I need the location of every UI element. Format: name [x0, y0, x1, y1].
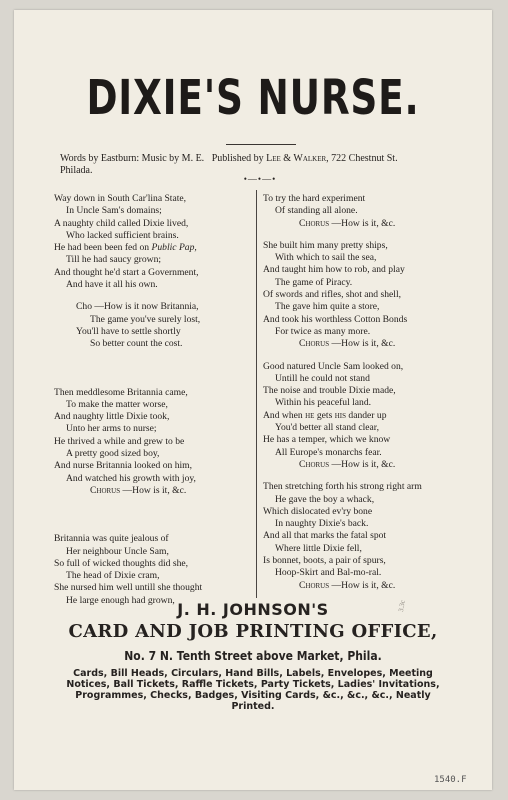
lyric-line: Her neighbour Uncle Sam, [66, 545, 169, 557]
lyric-line: Unto her arms to nurse; [66, 423, 157, 435]
lyric-line: And naughty little Dixie took, [54, 411, 170, 423]
lyric-italic-public-pap: Public Pap, [151, 242, 197, 254]
lyric-line: He has a temper, which we know [263, 434, 391, 446]
lyric-line: Britannia was quite jealous of [54, 533, 169, 545]
lyric-line: So full of wicked thoughts did she, [54, 557, 189, 569]
lyric-line: Untill he could not stand [275, 372, 370, 384]
chorus-tail: —How is it, &c. [331, 579, 396, 591]
pencil-annotation: 3.3c [396, 599, 407, 613]
chorus-refrain [263, 218, 463, 230]
chorus-line: So better count the cost. [90, 338, 183, 350]
lyric-line: And taught him how to rob, and play [263, 264, 405, 276]
printer-address: No. 7 N. Tenth Street above Market, Phila. [124, 649, 382, 663]
ornament-divider: •—•—• [243, 174, 277, 184]
lyrics-left-column [54, 193, 254, 607]
lyric-line: Then meddlesome Britannia came, [54, 386, 188, 398]
lyric-line: The noise and trouble Dixie made, [263, 385, 396, 397]
lyric-line: Which dislocated ev'ry bone [263, 505, 373, 517]
chorus-tail: —How is it, &c. [331, 217, 396, 229]
chorus-line: You'll have to settle shortly [76, 325, 181, 337]
credits-city: Philada. [60, 165, 93, 176]
song-title: DIXIE'S NURSE. [86, 70, 420, 126]
chorus-tail: —How is it, &c. [122, 484, 187, 496]
lyric-line: All Europe's monarchs fear. [275, 446, 382, 458]
chorus-label: Chorus [299, 338, 330, 350]
lyric-fragment: dander up [346, 409, 387, 421]
printer-services: Cards, Bill Heads, Circulars, Hand Bills, Labels, Envelopes, Meeting Notices, Ball Tickets, Raffle Tickets, Party Tickets, Ladies' Invitations, Programmes, Checks, Badges, Visiting Cards, &c., &c., &c., Neatly Printed. [66, 668, 440, 712]
chorus-label: Chorus [299, 579, 330, 591]
lyric-line: Hoop-Skirt and Bal-mo-ral. [275, 567, 382, 579]
lyric-line: Within his peaceful land. [275, 397, 372, 409]
lyrics-right-column [263, 193, 463, 592]
lyric-line: To make the matter worse, [66, 398, 168, 410]
lyric-line: Of swords and rifles, shot and shell, [263, 289, 402, 301]
credits-publisher: Lee & Walker, [266, 153, 329, 164]
credits-words-music: Words by Eastburn: Music by M. E. [60, 153, 205, 164]
lyric-line: And thought he'd start a Government, [54, 266, 199, 278]
lyric-line: And took his worthless Cotton Bonds [263, 313, 408, 325]
chorus-refrain [54, 485, 254, 497]
chorus-label: Chorus [299, 458, 330, 470]
lyric-smallcaps-he: he [305, 409, 315, 421]
printer-name: J. H. JOHNSON'S [177, 600, 329, 619]
lyric-line: In Uncle Sam's domains; [66, 205, 162, 217]
lyric-fragment: gets [314, 409, 335, 421]
lyric-line: A naughty child called Dixie lived, [54, 217, 189, 229]
lyric-fragment: And when [263, 409, 306, 421]
chorus-line: The game you've surely lost, [90, 313, 201, 325]
lyric-fragment: He had been been fed on [54, 242, 152, 254]
lyric-line: And all that marks the fatal spot [263, 530, 387, 542]
lyric-line: He gave the boy a whack, [275, 493, 375, 505]
lyric-line: To try the hard experiment [263, 193, 366, 204]
lyric-line: She nursed him well untill she thought [54, 582, 203, 594]
column-divider [256, 190, 257, 598]
lyric-line: A pretty good sized boy, [66, 448, 160, 460]
lyric-line: For twice as many more. [275, 325, 371, 337]
lyric-line: Who lacked sufficient brains. [66, 229, 179, 241]
lyric-line: The head of Dixie cram, [66, 570, 160, 582]
lyric-line [263, 410, 463, 422]
lyric-line: You'd better all stand clear, [275, 422, 380, 434]
lyric-line: Where little Dixie fell, [275, 542, 362, 554]
chorus-label: Chorus [90, 484, 121, 496]
lyric-line: Of standing all alone. [275, 205, 358, 217]
chorus-refrain [263, 338, 463, 350]
chorus-label: Chorus [299, 217, 330, 229]
catalog-number: 1540.F [434, 775, 467, 785]
printer-office: CARD AND JOB PRINTING OFFICE, [68, 621, 438, 642]
lyric-line: Good natured Uncle Sam looked on, [263, 360, 404, 372]
lyric-line: Then stretching forth his strong right arm [263, 481, 422, 493]
chorus-refrain [263, 580, 463, 592]
lyric-smallcaps-his: his [334, 409, 346, 421]
lyric-line: And have it all his own. [66, 279, 158, 291]
chorus-tail: —How is it, &c. [331, 338, 396, 350]
lyric-line: She built him many pretty ships, [263, 239, 388, 251]
lyric-line: In naughty Dixie's back. [275, 518, 369, 530]
broadside-sheet [14, 10, 492, 790]
title-rule [226, 144, 296, 145]
credits-address: 722 Chestnut St. [331, 153, 398, 164]
lyric-line: He large enough had grown, [66, 594, 175, 606]
credits-published-by: Published by [211, 153, 264, 164]
lyric-line: The game of Piracy. [275, 276, 353, 288]
lyric-line [54, 242, 254, 254]
lyric-line: With which to sail the sea, [275, 252, 377, 264]
chorus-line: Cho —How is it now Britannia, [76, 301, 199, 313]
lyric-line: And watched his growth with joy, [66, 472, 196, 484]
chorus-refrain [263, 459, 463, 471]
lyric-line: Way down in South Car'lina State, [54, 193, 187, 204]
chorus-tail: —How is it, &c. [331, 458, 396, 470]
lyric-line: He thrived a while and grew to be [54, 435, 185, 447]
lyric-line: The gave him quite a store, [275, 301, 380, 313]
lyric-line: And nurse Britannia looked on him, [54, 460, 193, 472]
lyric-line: Is bonnet, boots, a pair of spurs, [263, 555, 386, 567]
lyric-line: Till he had saucy grown; [66, 254, 162, 266]
